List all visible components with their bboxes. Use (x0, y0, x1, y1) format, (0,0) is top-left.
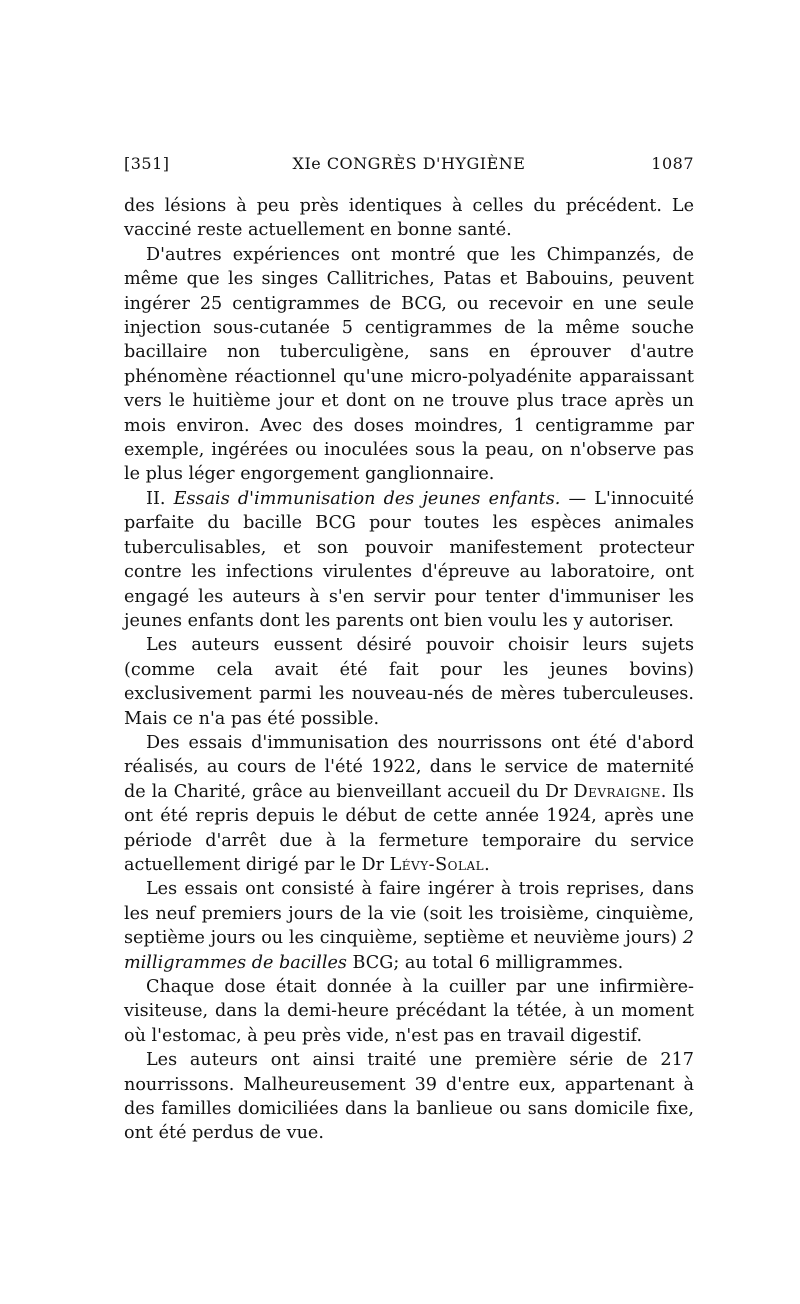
section-number: II. (146, 488, 166, 509)
running-header (124, 154, 694, 184)
paragraph-chimpanzee-experiments: D'autres expériences ont montré que les Chimpanzés, de même que les singes Callitriches, Patas et Babouins, peuvent ingérer 25 centigrammes de BCG, ou recevoir en une seule injection sous-cutanée 5 centigrammes de la même souche bacillaire non tuberculigène, sans en éprouver d'autre phénomène réactionnel qu'une micro-polyadénite apparaissant vers le huitième jour et dont on ne trouve plus trace après un mois environ. Avec des doses moindres, 1 centigramme par exemple, ingérées ou inoculées sous la peau, on n'observe pas le plus léger engorgement ganglionnaire. (124, 244, 694, 485)
running-title: XIe CONGRÈS D'HYGIÈNE (292, 154, 526, 173)
page-number: 1087 (651, 154, 694, 173)
book-page (124, 154, 694, 1146)
page-ref-number: [351] (124, 154, 170, 173)
paragraph-subject-choice: Les auteurs eussent désiré pouvoir choisir leurs sujets (comme cela avait été fait pour les jeunes bovins) exclusivement parmi les nouveau-nés de mères tuberculeuses. Mais ce n'a pas été possible. (124, 635, 694, 729)
dosage-italic: 2 milligrammes de bacilles (124, 928, 694, 973)
paragraph-charite-trials: Des essais d'immunisation des nourrissons ont été d'abord réalisés, au cours de l'été 1922, dans le service de maternité de la Charité, grâce au bienveillant accueil du Dr Devraigne. Ils ont été repris depuis le début de cette année 1924, après une période d'arrêt due à la fermeture temporaire du service actuellement dirigé par le Dr Lévy-Solal. (124, 732, 694, 875)
paragraph-administration: Chaque dose était donnée à la cuiller par une infirmière-visiteuse, dans la demi-heure précédant la tétée, à un moment où l'estomac, à peu près vide, n'est pas en travail digestif. (124, 977, 694, 1046)
body-text (124, 194, 694, 1146)
paragraph-continuation: des lésions à peu près identiques à celles du précédent. Le vacciné reste actuellement en bonne santé. (124, 196, 694, 241)
paragraph-dosage: Les essais ont consisté à faire ingérer à trois reprises, dans les neuf premiers jours de la vie (soit les troisième, cinquième, septième jours ou les cinquième, septième et neuvième jours) 2 milligrammes de bacilles BCG; au total 6 milligrammes. (124, 879, 694, 973)
paragraph-first-series: Les auteurs ont ainsi traité une première série de 217 nourrissons. Malheureusement 39 d'entre eux, appartenant à des familles domiciliées dans la banlieue ou sans domicile fixe, ont été perdus de vue. (124, 1050, 694, 1144)
person-name-devraigne: Devraigne (573, 781, 661, 802)
paragraph-section-ii: II. Essais d'immunisation des jeunes enfants. — L'innocuité parfaite du bacille BCG pour toutes les espèces animales tuberculisables, et son pouvoir manifestement protecteur contre les infections virulentes d'épreuve au laboratoire, ont engagé les auteurs à s'en servir pour tenter d'immuniser les jeunes enfants dont les parents ont bien voulu les y autoriser. (124, 488, 694, 631)
person-name-levy-solal: Lévy-Solal (389, 854, 485, 875)
section-title: Essais d'immunisation des jeunes enfants. (173, 488, 561, 509)
